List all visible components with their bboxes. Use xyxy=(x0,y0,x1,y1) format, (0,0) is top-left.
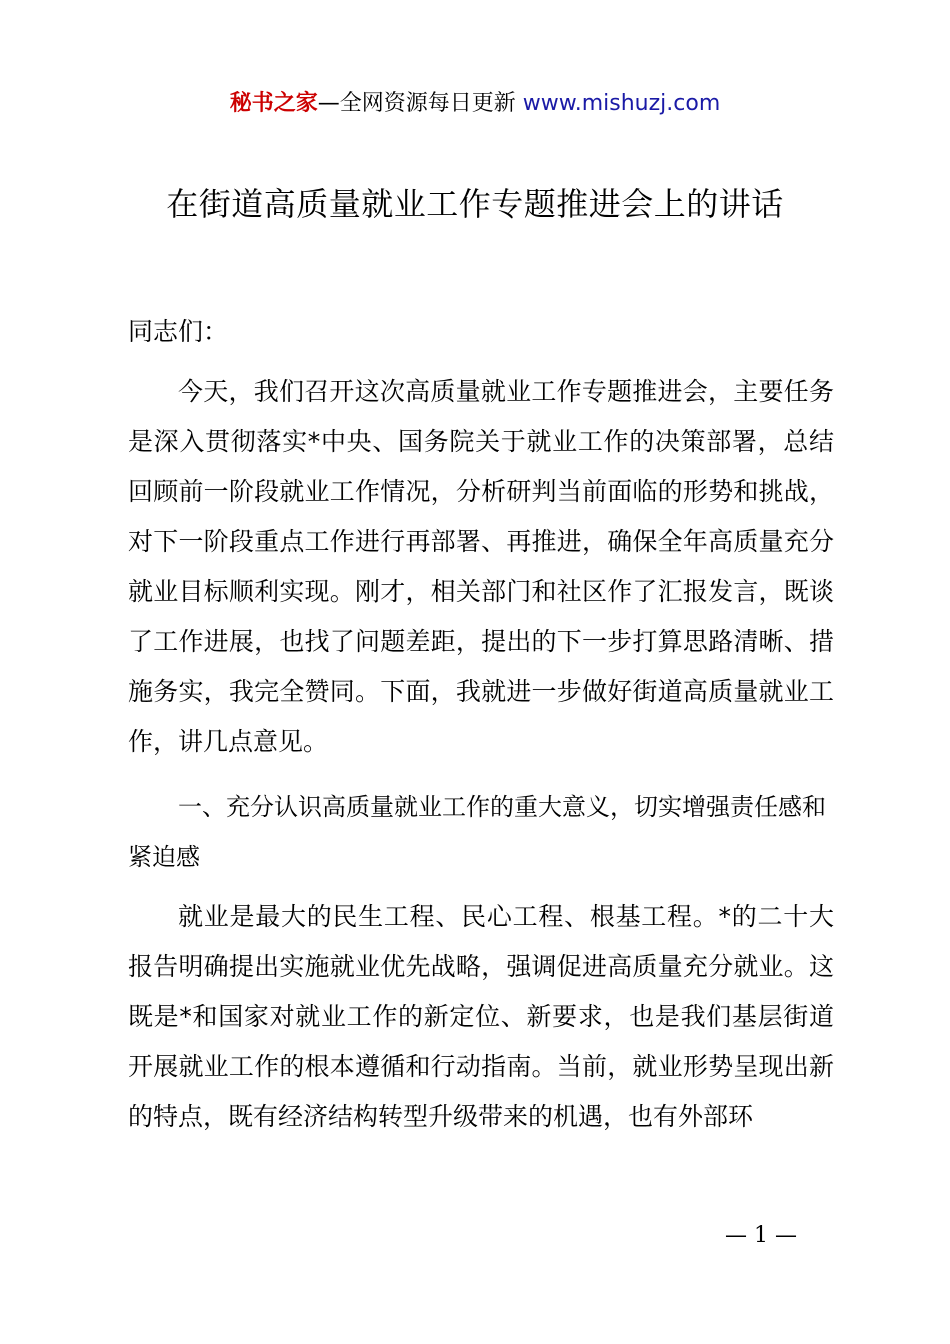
section-heading-1: 一、充分认识高质量就业工作的重大意义，切实增强责任感和紧迫感 xyxy=(128,793,826,871)
greeting: 同志们： xyxy=(128,317,229,346)
page-number: — 1 — xyxy=(725,1223,797,1248)
header-tagline: —全网资源每日更新 xyxy=(317,91,516,116)
document-title: 在街道高质量就业工作专题推进会上的讲话 xyxy=(166,185,784,223)
paragraph-body: 就业是最大的民生工程、民心工程、根基工程。*的二十大报告明确提出实施就业优先战略，强调促进高质量充分就业。这既是*和国家对就业工作的新定位、新要求，也是我们基层街道开展就业工作的根本遵循和行动指南。当前，就业形势呈现出新的特点，既有经济结构转型升级带来的机遇，也有外部环 xyxy=(128,902,834,1131)
brand-name: 秘书之家 xyxy=(229,91,318,116)
site-header xyxy=(0,88,950,120)
site-url-link[interactable]: www.mishuzj.com xyxy=(522,91,721,116)
paragraph-intro: 今天，我们召开这次高质量就业工作专题推进会，主要任务是深入贯彻落实*中央、国务院关于就业工作的决策部署，总结回顾前一阶段就业工作情况，分析研判当前面临的形势和挑战，对下一阶段重点工作进行再部署、再推进，确保全年高质量充分就业目标顺利实现。刚才，相关部门和社区作了汇报发言，既谈了工作进展，也找了问题差距，提出的下一步打算思路清晰、措施务实，我完全赞同。下面，我就进一步做好街道高质量就业工作，讲几点意见。 xyxy=(128,377,834,756)
